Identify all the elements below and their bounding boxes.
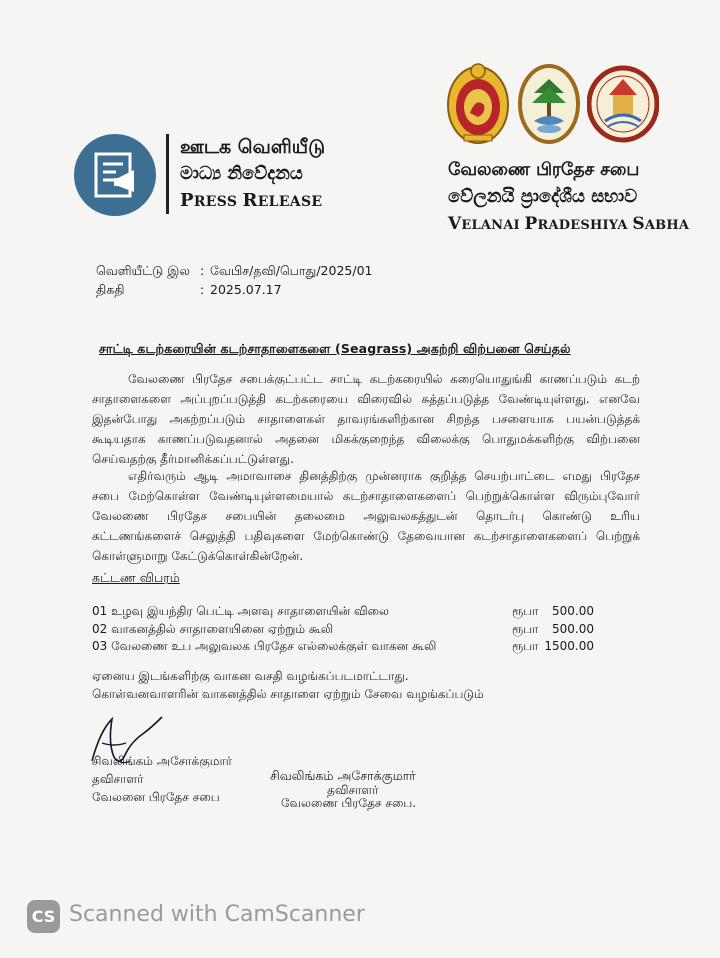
paragraph-line: கொள்ளுமாறு கேட்டுக்கொள்கின்றேன். (92, 549, 304, 563)
date-label: திகதி (96, 282, 125, 297)
stamp-title: தவிசாளர் (327, 783, 379, 797)
paragraph-2 (92, 466, 640, 566)
fee-amount: 1500.00 (544, 639, 594, 653)
reference-value: வேபிச/தவி/பொது/2025/01 (210, 263, 373, 278)
paragraph-line: எதிர்வரும் ஆடி அமாவாசை தினத்திற்கு முன்னராக குறித்த செயற்பாட்டை எமது பிரதேச (128, 469, 640, 483)
stamp-office: வேலணை பிரதேச சபை. (281, 796, 417, 810)
paragraph-line: வேலணை பிரதேச சபைக்குட்பட்ட சாட்டி கடற்கரையில் கரையொதுங்கி காணப்படும் கடற் (128, 372, 640, 386)
press-title-tamil: ஊடக வெளியீடு (180, 136, 326, 158)
paragraph-1 (92, 369, 640, 469)
fee-description: 03 வேலணை உப அலுவலக பிரதேச எல்லைக்குள் வாகன கூலி (92, 639, 437, 653)
fee-amount: 500.00 (552, 604, 594, 618)
camscanner-icon: CS (27, 900, 60, 933)
date-value: 2025.07.17 (210, 282, 282, 297)
fee-currency: ரூபா (512, 604, 539, 618)
fee-description: 02 வாகனத்தில் சாதாளையினை ஏற்றும் கூலி (92, 622, 334, 636)
fee-details-heading: கட்டண விபரம் (92, 570, 180, 585)
note-line: கொள்வனவாளரின் வாகனத்தில் சாதாளை ஏற்றும் சேவை வழங்கப்படும் (92, 687, 484, 701)
reference-colon: : (200, 263, 205, 278)
signatory-name: சிவலிங்கம் அசோக்குமார் (92, 754, 232, 768)
org-name-tamil: வேலணை பிரதேச சபை (448, 160, 640, 180)
paragraph-line: சாதாளைகளை அப்புறப்படுத்தி கடற்கரையை விரைவில் சுத்தப்படுத்த வேண்டியுள்ளது. எனவே (92, 392, 640, 406)
press-title-sinhala: මාධ්‍ය නිවේදනය (180, 163, 303, 184)
press-title-english: PRESS RELEASE (180, 190, 323, 211)
stamp-name: சிவலிங்கம் அசோக்குமார் (270, 768, 416, 783)
org-name-english: VELANAI PRADESHIYA SABHA (448, 214, 690, 234)
signatory-office: வேலனை பிரதேச சபை (92, 790, 220, 804)
province-emblem (518, 63, 580, 145)
fee-amount: 500.00 (552, 622, 594, 636)
scanner-watermark: Scanned with CamScanner (69, 902, 365, 927)
paragraph-line: கட்டணங்களைச் செலுத்தி பதிவுகளை மேற்கொண்டு தேவையான கடற்சாதாளைகளைப் பெற்றுக் (92, 529, 640, 543)
org-name-sinhala: වේලනයි ප්‍රාදේශීය සභාව (448, 186, 638, 207)
fee-currency: ரூபா (512, 622, 539, 636)
signatory-title: தவிசாளர் (92, 772, 144, 786)
paragraph-line: செய்வதற்கு தீர்மானிக்கப்பட்டுள்ளது. (92, 452, 294, 466)
subject-heading: சாட்டி கடற்கரையின் கடற்சாதாளைகளை (Seagrass) அகற்றி விற்பனை செய்தல் (99, 341, 571, 356)
paragraph-line: வேலணை பிரதேச சபையின் தலைமை அலுவலகத்துடன் தொடர்பு கொண்டு உரிய (92, 509, 640, 523)
sabha-emblem (587, 65, 659, 143)
reference-label: வெளியீட்டு இல (96, 263, 190, 278)
sri-lanka-emblem (446, 61, 510, 145)
paragraph-line: சபை மேற்கொள்ள வேண்டியுள்ளமையால் கடற்சாதாளைகளைப் பெற்றுக்கொள்ள விரும்புவோர் (92, 489, 640, 503)
date-colon: : (200, 282, 205, 297)
fee-currency: ரூபா (512, 639, 539, 653)
paragraph-line: கூடியதாக காணப்படுவதனால் அதனை மிகக்குறைந்த விலைக்கு பொதுமக்களிற்கு விற்பனை (92, 432, 640, 446)
press-release-icon (74, 134, 156, 216)
paragraph-line: இதன்போது அகற்றப்படும் சாதாளைகள் தாவரங்களிற்கான சிறந்த பசளையாக பயன்படுத்தக் (92, 412, 640, 426)
header-divider (166, 134, 169, 214)
note-line: ஏனைய இடங்களிற்கு வாகன வசதி வழங்கப்படமாட்டாது. (92, 669, 409, 683)
fee-description: 01 உழவு இயந்திர பெட்டி அளவு சாதாளையின் விலை (92, 604, 389, 618)
